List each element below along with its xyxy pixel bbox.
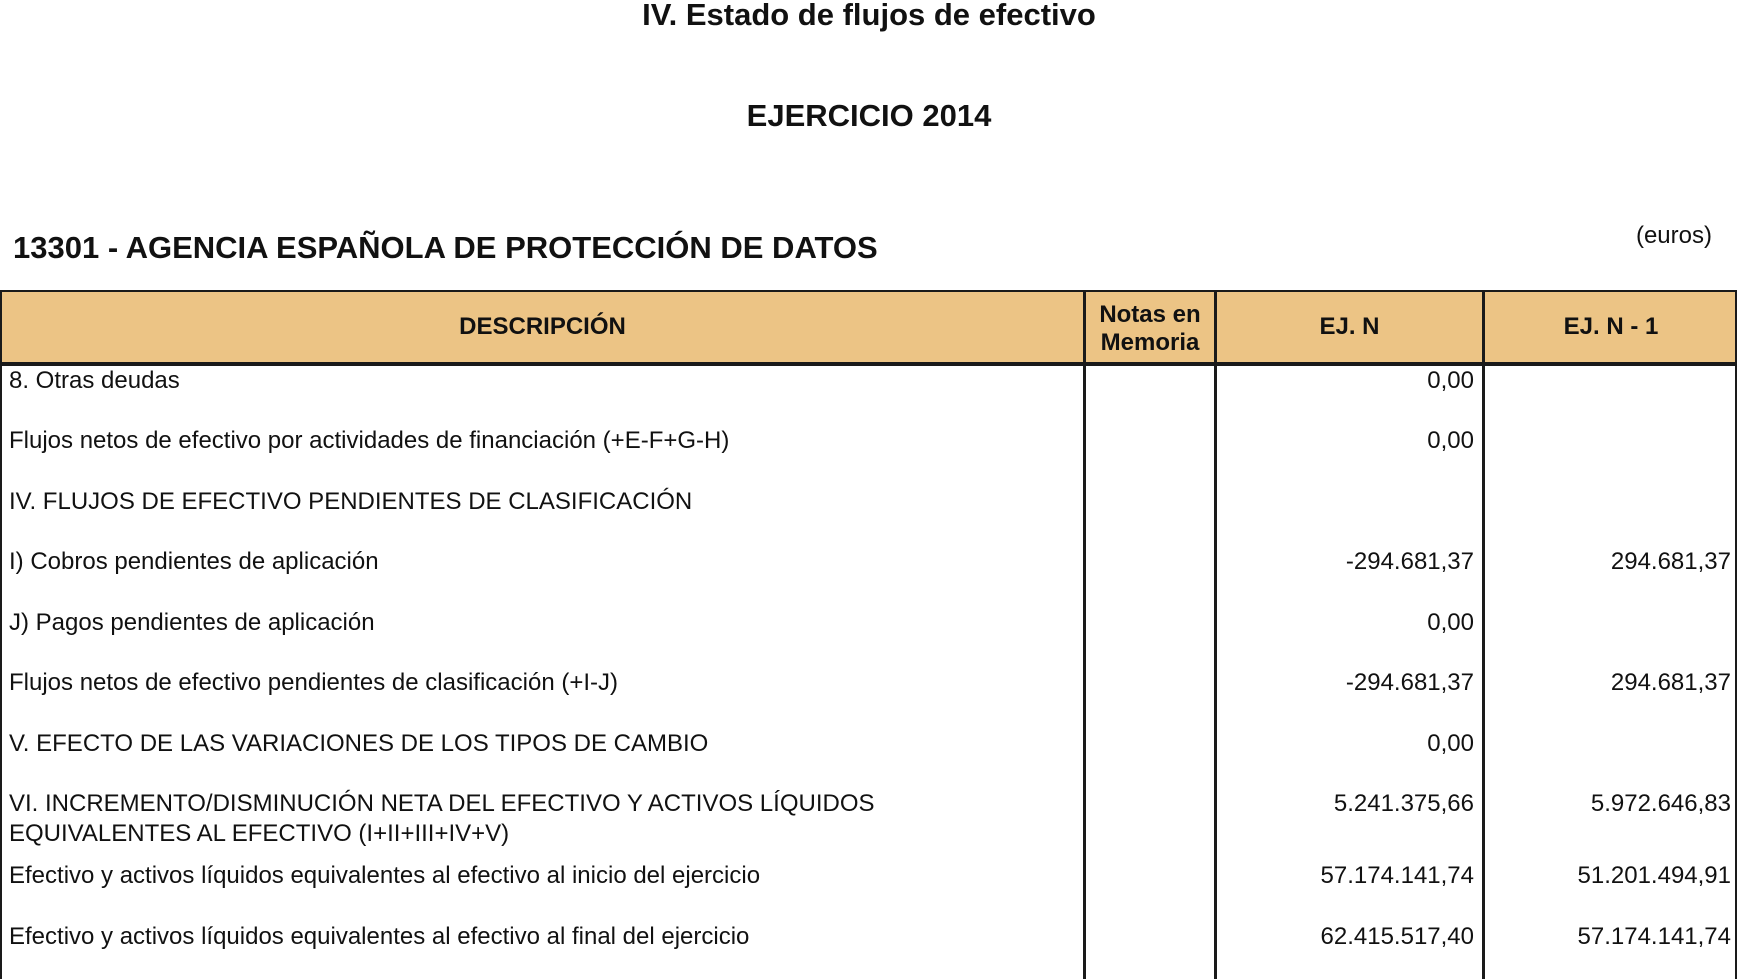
row-value-ej-n: 5.241.375,66 <box>1333 790 1474 817</box>
column-divider <box>1482 292 1485 979</box>
row-description: I) Cobros pendientes de aplicación <box>9 548 379 575</box>
header-notes <box>1086 292 1214 364</box>
row-value-ej-n-1: 294.681,37 <box>1610 669 1731 696</box>
header-ej-n: EJ. N <box>1319 313 1380 340</box>
entity-name: 13301 - AGENCIA ESPAÑOLA DE PROTECCIÓN DE DATOS <box>13 230 878 265</box>
header-ej-n-1: EJ. N - 1 <box>1563 313 1659 340</box>
row-value-ej-n: 57.174.141,74 <box>1320 862 1474 889</box>
row-description-line: VI. INCREMENTO/DISMINUCIÓN NETA DEL EFECTIVO Y ACTIVOS LÍQUIDOS <box>9 790 875 817</box>
units-label: (euros) <box>1635 222 1712 249</box>
row-description: Flujos netos de efectivo pendientes de clasificación (+I-J) <box>9 669 618 696</box>
row-value-ej-n-1: 294.681,37 <box>1610 548 1731 575</box>
row-value-ej-n: -294.681,37 <box>1345 669 1474 696</box>
fiscal-year: EJERCICIO 2014 <box>746 98 992 133</box>
row-description-line: EQUIVALENTES AL EFECTIVO (I+II+III+IV+V) <box>9 820 510 847</box>
row-description <box>9 789 1009 849</box>
row-value-ej-n: 0,00 <box>1427 367 1474 394</box>
row-description: Efectivo y activos líquidos equivalentes al efectivo al final del ejercicio <box>9 923 750 950</box>
row-value-ej-n: 62.415.517,40 <box>1320 923 1474 950</box>
row-value-ej-n: 0,00 <box>1427 427 1474 454</box>
row-value-ej-n-1: 57.174.141,74 <box>1577 923 1731 950</box>
row-description: V. EFECTO DE LAS VARIACIONES DE LOS TIPOS DE CAMBIO <box>9 730 709 757</box>
column-divider <box>1083 292 1086 979</box>
row-description: IV. FLUJOS DE EFECTIVO PENDIENTES DE CLASIFICACIÓN <box>9 488 693 515</box>
row-value-ej-n: 0,00 <box>1427 609 1474 636</box>
row-value-ej-n-1: 51.201.494,91 <box>1577 862 1731 889</box>
table-header <box>2 292 1735 366</box>
row-value-ej-n: -294.681,37 <box>1345 548 1474 575</box>
column-divider <box>1214 292 1217 979</box>
row-value-ej-n-1: 5.972.646,83 <box>1590 790 1731 817</box>
row-description: J) Pagos pendientes de aplicación <box>9 609 375 636</box>
row-description: Flujos netos de efectivo por actividades de financiación (+E-F+G-H) <box>9 427 730 454</box>
row-description: 8. Otras deudas <box>9 367 180 394</box>
row-value-ej-n: 0,00 <box>1427 730 1474 757</box>
header-notes-label: Notas en Memoria <box>1099 301 1201 356</box>
header-description: DESCRIPCIÓN <box>459 313 626 340</box>
row-description: Efectivo y activos líquidos equivalentes al efectivo al inicio del ejercicio <box>9 862 761 889</box>
page-title: IV. Estado de flujos de efectivo <box>642 0 1096 32</box>
cash-flow-table <box>0 290 1737 979</box>
